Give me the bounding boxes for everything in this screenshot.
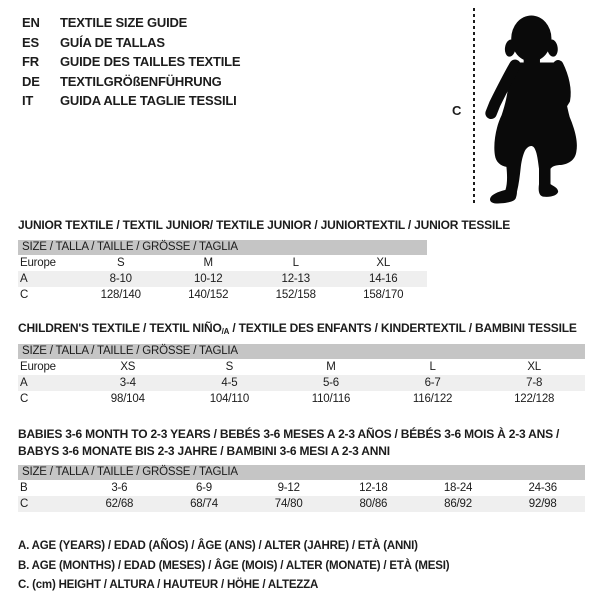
table-cell: 152/158 xyxy=(275,289,316,301)
children-title-text: / TEXTILE DES ENFANTS / KINDERTEXTIL / BAMBINI TESSILE xyxy=(229,321,577,335)
table-row xyxy=(18,255,427,271)
language-row-de xyxy=(22,72,240,92)
babies-title-line1: BABIES 3-6 MONTH TO 2-3 YEARS / BEBÉS 3-6 MESES A 2-3 AÑOS / BÉBÉS 3-6 MOIS À 2-3 ANS / xyxy=(18,427,560,441)
table-cell: 12-18 xyxy=(359,482,388,494)
language-label: GUÍA DE TALLAS xyxy=(60,34,165,50)
language-row-es xyxy=(22,33,240,53)
language-code: ES xyxy=(22,34,39,50)
table-cell: XS xyxy=(120,361,136,373)
footnote-a: A. AGE (YEARS) / EDAD (AÑOS) / ÂGE (ANS) / ALTER (JAHRE) / ETÀ (ANNI) xyxy=(18,540,418,552)
children-table xyxy=(18,344,585,407)
table-row xyxy=(18,391,585,407)
toddler-silhouette-icon xyxy=(481,4,597,210)
table-cell: 3-6 xyxy=(111,482,128,494)
language-guide xyxy=(22,13,240,111)
footnote-b: B. AGE (MONTHS) / EDAD (MESES) / ÂGE (MOIS) / ALTER (MONATE) / ETÀ (MESI) xyxy=(18,559,450,572)
language-label: GUIDE DES TAILLES TEXTILE xyxy=(60,54,241,69)
size-header-bar: SIZE / TALLA / TAILLE / GRÖSSE / TAGLIA xyxy=(18,465,585,480)
table-cell: 14-16 xyxy=(369,273,398,285)
table-cell: XL xyxy=(527,361,541,373)
table-row xyxy=(18,359,585,375)
row-label: C xyxy=(20,289,29,301)
language-label: TEXTILE SIZE GUIDE xyxy=(60,15,188,30)
language-row-it xyxy=(22,91,240,111)
table-cell: 128/140 xyxy=(100,289,141,301)
table-cell: S xyxy=(117,257,125,269)
size-header-bar: SIZE / TALLA / TAILLE / GRÖSSE / TAGLIA xyxy=(18,344,585,359)
table-cell: 6-7 xyxy=(424,377,441,389)
footnotes xyxy=(18,537,449,596)
table-cell: 110/116 xyxy=(311,393,351,405)
language-label: GUIDA ALLE TAGLIE TESSILI xyxy=(60,93,237,108)
height-measure-label: C xyxy=(452,103,462,118)
table-row xyxy=(18,480,585,496)
table-cell: 6-9 xyxy=(195,482,213,494)
table-row xyxy=(18,271,427,287)
language-code: DE xyxy=(22,73,40,89)
table-cell: 86/92 xyxy=(444,498,472,510)
table-cell: 10-12 xyxy=(194,273,223,285)
table-cell: 122/128 xyxy=(514,393,555,405)
language-code: IT xyxy=(22,93,34,108)
table-cell: 3-4 xyxy=(119,377,136,389)
table-cell: M xyxy=(326,361,336,373)
babies-table xyxy=(18,465,585,512)
table-cell: L xyxy=(292,257,299,269)
children-title-subscript: /A xyxy=(221,327,230,336)
table-cell: S xyxy=(225,361,234,373)
junior-table-title: JUNIOR TEXTILE / TEXTIL JUNIOR/ TEXTILE JUNIOR / JUNIORTEXTIL / JUNIOR TESSILE xyxy=(18,218,511,232)
table-row xyxy=(18,375,585,391)
table-cell: 116/122 xyxy=(412,393,453,405)
table-cell: 62/68 xyxy=(105,498,134,510)
babies-table-title xyxy=(18,426,559,459)
table-cell: 98/104 xyxy=(110,393,145,405)
table-cell: 74/80 xyxy=(274,498,303,510)
row-label: A xyxy=(20,377,28,389)
table-cell: 24-36 xyxy=(528,482,557,494)
table-cell: L xyxy=(429,361,436,373)
height-measure-line xyxy=(473,8,475,206)
table-cell: 18-24 xyxy=(443,482,473,494)
table-cell: 5-6 xyxy=(322,377,339,389)
row-label: A xyxy=(20,273,28,285)
table-row xyxy=(18,287,427,303)
language-row-en xyxy=(22,13,240,33)
table-cell: 92/98 xyxy=(528,498,557,510)
junior-table xyxy=(18,240,427,303)
table-cell: M xyxy=(203,257,213,269)
table-cell: 9-12 xyxy=(277,482,300,494)
footnote-c: C. (cm) HEIGHT / ALTURA / HAUTEUR / HÖHE / ALTEZZA xyxy=(18,579,319,591)
language-code: FR xyxy=(22,54,39,69)
table-cell: 104/110 xyxy=(209,393,250,405)
table-cell: 68/74 xyxy=(190,498,218,510)
babies-title-line2: BABYS 3-6 MONATE BIS 2-3 JAHRE / BAMBINI 3-6 MESI A 2-3 ANNI xyxy=(18,443,390,458)
language-label: TEXTILGRÖßENFÜHRUNG xyxy=(60,73,222,89)
table-cell: 7-8 xyxy=(526,377,543,389)
language-row-fr xyxy=(22,52,240,72)
children-table-title xyxy=(18,320,577,341)
size-header-bar: SIZE / TALLA / TAILLE / GRÖSSE / TAGLIA xyxy=(18,240,427,255)
table-row xyxy=(18,496,585,512)
table-cell: 12-13 xyxy=(281,273,310,285)
table-cell: XL xyxy=(376,257,391,269)
children-title-text: CHILDREN'S TEXTILE / TEXTIL NIÑO xyxy=(18,321,222,335)
row-label: C xyxy=(20,498,29,510)
table-cell: 4-5 xyxy=(221,377,238,389)
row-label: Europe xyxy=(20,361,56,373)
table-cell: 80/86 xyxy=(359,498,388,510)
table-cell: 158/170 xyxy=(363,289,404,301)
language-code: EN xyxy=(22,15,40,30)
row-label: C xyxy=(20,393,29,405)
row-label: B xyxy=(20,482,28,494)
row-label: Europe xyxy=(20,257,56,269)
table-cell: 140/152 xyxy=(188,289,229,301)
table-cell: 8-10 xyxy=(109,273,132,285)
